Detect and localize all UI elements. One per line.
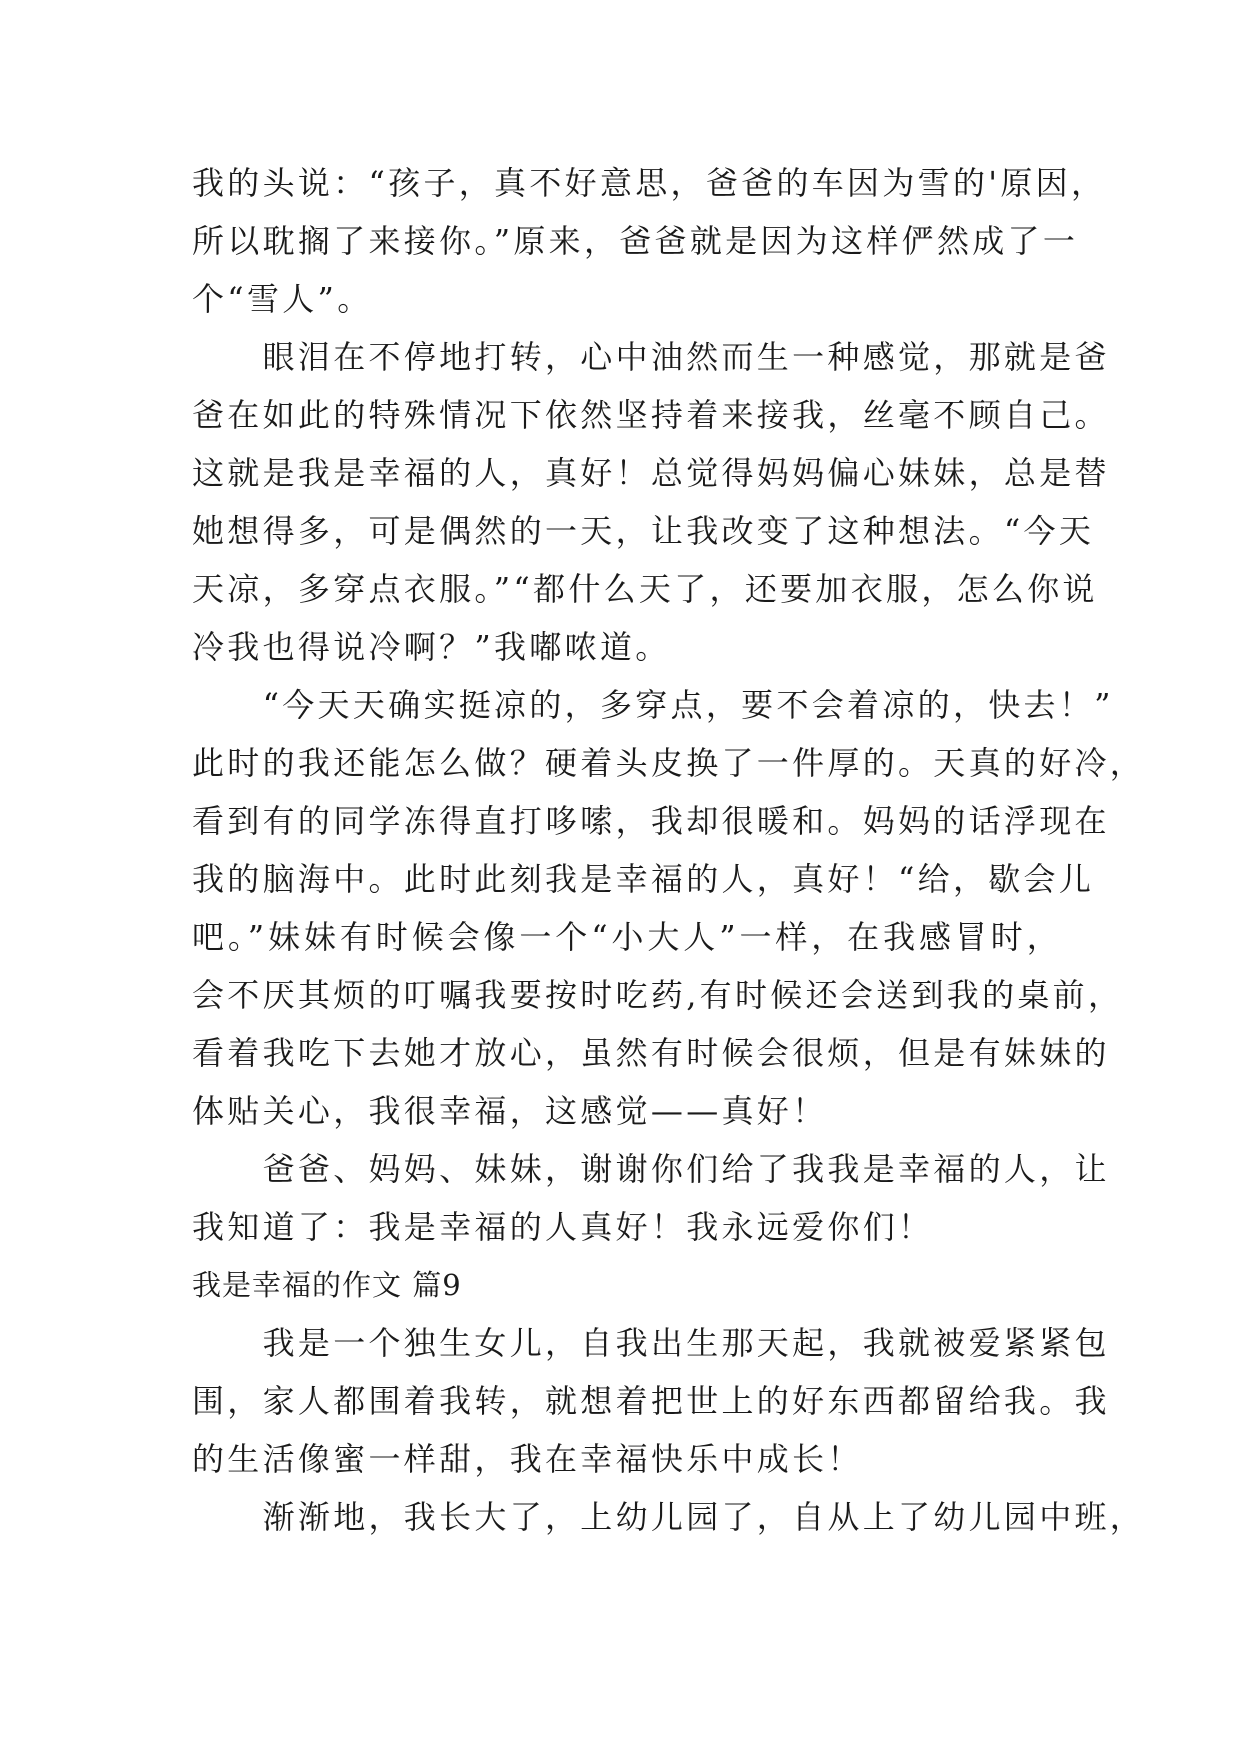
text-line: 爸在如此的特殊情况下依然坚持着来接我，丝毫不顾自己。 bbox=[192, 396, 1110, 434]
text-line: 她想得多，可是偶然的一天，让我改变了这种想法。“今天 bbox=[192, 512, 1095, 550]
text-line: 吧。”妹妹有时候会像一个“小大人”一样，在我感冒时， bbox=[192, 918, 1062, 956]
text-line: 看着我吃下去她才放心，虽然有时候会很烦，但是有妹妹的 bbox=[192, 1034, 1110, 1072]
text-line: 此时的我还能怎么做？硬着头皮换了一件厚的。天真的好冷， bbox=[192, 744, 1146, 782]
text-line: 所以耽搁了来接你。”原来，爸爸就是因为这样俨然成了一 bbox=[192, 222, 1079, 260]
text-line: 体贴关心，我很幸福，这感觉——真好！ bbox=[192, 1092, 828, 1130]
text-line: 的生活像蜜一样甜，我在幸福快乐中成长！ bbox=[192, 1440, 863, 1478]
text-line: 个“雪人”。 bbox=[192, 280, 373, 318]
text-line: 眼泪在不停地打转，心中油然而生一种感觉，那就是爸 bbox=[192, 338, 1110, 376]
text-line: 爸爸、妈妈、妹妹，谢谢你们给了我我是幸福的人，让 bbox=[192, 1150, 1110, 1188]
text-line: 我知道了：我是幸福的人真好！我永远爱你们！ bbox=[192, 1208, 934, 1246]
text-line: 会不厌其烦的叮嘱我要按时吃药,有时候还会送到我的桌前， bbox=[192, 976, 1124, 1014]
document-body bbox=[192, 154, 1146, 1546]
text-line: 我的头说：“孩子，真不好意思，爸爸的车因为雪的'原因， bbox=[192, 164, 1107, 202]
text-line: 天凉，多穿点衣服。”“都什么天了，还要加衣服，怎么你说 bbox=[192, 570, 1098, 608]
text-line: “今天天确实挺凉的，多穿点，要不会着凉的，快去！” bbox=[192, 686, 1114, 724]
text-line: 围，家人都围着我转，就想着把世上的好东西都留给我。我 bbox=[192, 1382, 1110, 1420]
text-line: 看到有的同学冻得直打哆嗦，我却很暖和。妈妈的话浮现在 bbox=[192, 802, 1110, 840]
section-heading: 我是幸福的作文 篇9 bbox=[192, 1268, 462, 1302]
text-line: 渐渐地，我长大了，上幼儿园了，自从上了幼儿园中班， bbox=[192, 1498, 1146, 1536]
text-line: 冷我也得说冷啊？”我嘟哝道。 bbox=[192, 628, 671, 666]
text-line: 我是一个独生女儿，自我出生那天起，我就被爱紧紧包 bbox=[192, 1324, 1110, 1362]
text-line: 这就是我是幸福的人，真好！总觉得妈妈偏心妹妹，总是替 bbox=[192, 454, 1110, 492]
text-line: 我的脑海中。此时此刻我是幸福的人，真好！“给，歇会儿 bbox=[192, 860, 1095, 898]
